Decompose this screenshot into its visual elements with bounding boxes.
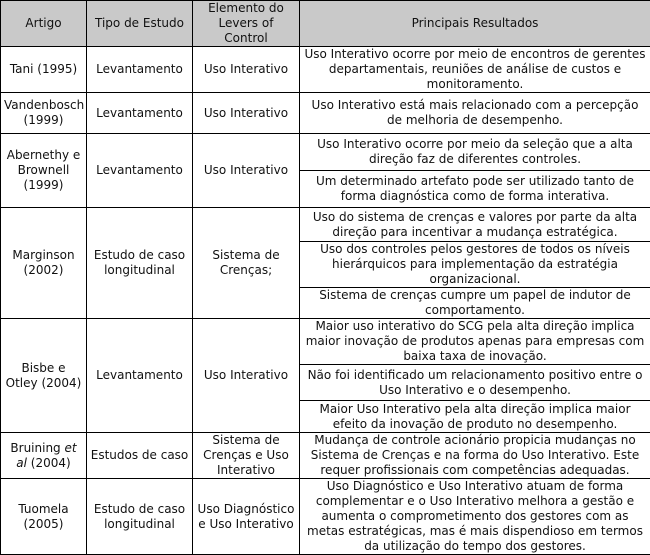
table-row	[1, 208, 650, 242]
table-row	[1, 479, 650, 555]
table-row	[1, 47, 650, 93]
resultado-cell: Uso do sistema de crenças e valores por parte da alta direção para incentivar a mudança estratégica.	[300, 208, 650, 242]
resultado-cell: Uso Diagnóstico e Uso Interativo atuam de forma complementar e o Uso Interativo melhora a gestão e aumenta o comprometimento dos gestores com as metas estratégicas, mas é mais dispendioso em termos da utilização do tempo dos gestores.	[300, 479, 650, 555]
tipo-cell: Estudo de caso longitudinal	[87, 479, 193, 555]
artigo-cell: Abernethy e Brownell (1999)	[1, 134, 87, 208]
elemento-cell: Uso Interativo	[193, 134, 300, 208]
elemento-cell: Uso Diagnóstico e Uso Interativo	[193, 479, 300, 555]
elemento-cell: Sistema de Crenças e Uso Interativo	[193, 433, 300, 479]
tipo-cell: Estudos de caso	[87, 433, 193, 479]
artigo-cell: Bisbe e Otley (2004)	[1, 319, 87, 433]
header-resultados: Principais Resultados	[300, 1, 650, 47]
artigo-cell: Tuomela (2005)	[1, 479, 87, 555]
tipo-cell: Levantamento	[87, 93, 193, 134]
tipo-cell: Estudo de caso longitudinal	[87, 208, 193, 319]
resultado-cell: Uso Interativo ocorre por meio da seleção que a alta direção faz de diferentes controles.	[300, 134, 650, 171]
tipo-cell: Levantamento	[87, 319, 193, 433]
tipo-cell: Levantamento	[87, 47, 193, 93]
resultado-cell: Mudança de controle acionário propicia mudanças no Sistema de Crenças e na forma do Uso Interativo. Este requer profissionais com competências adequadas.	[300, 433, 650, 479]
resultado-cell: Uso Interativo ocorre por meio de encontros de gerentes departamentais, reuniões de análise de custos e monitoramento.	[300, 47, 650, 93]
tipo-cell: Levantamento	[87, 134, 193, 208]
artigo-cell: Bruining et al (2004)	[1, 433, 87, 479]
resultado-cell: Um determinado artefato pode ser utilizado tanto de forma diagnóstica como de forma interativa.	[300, 171, 650, 208]
elemento-cell: Uso Interativo	[193, 47, 300, 93]
elemento-cell: Uso Interativo	[193, 319, 300, 433]
header-tipo: Tipo de Estudo	[87, 1, 193, 47]
resultado-cell: Sistema de crenças cumpre um papel de indutor de comportamento.	[300, 288, 650, 319]
artigo-cell: Vandenbosch (1999)	[1, 93, 87, 134]
header-row	[1, 1, 650, 47]
resultado-cell: Maior Uso Interativo pela alta direção implica maior efeito da inovação de produto no desempenho.	[300, 401, 650, 433]
elemento-cell: Sistema de Crenças;	[193, 208, 300, 319]
artigo-cell: Marginson (2002)	[1, 208, 87, 319]
table-row	[1, 134, 650, 171]
table-row	[1, 433, 650, 479]
elemento-cell: Uso Interativo	[193, 93, 300, 134]
resultado-cell: Maior uso interativo do SCG pela alta direção implica maior inovação de produtos apenas para empresas com baixa taxa de inovação.	[300, 319, 650, 365]
artigo-cell: Tani (1995)	[1, 47, 87, 93]
table-row	[1, 319, 650, 365]
resultado-cell: Uso dos controles pelos gestores de todos os níveis hierárquicos para implementação da estratégia organizacional.	[300, 242, 650, 288]
table-row	[1, 93, 650, 134]
header-artigo: Artigo	[1, 1, 87, 47]
resultado-cell: Uso Interativo está mais relacionado com a percepção de melhoria de desempenho.	[300, 93, 650, 134]
resultado-cell: Não foi identificado um relacionamento positivo entre o Uso Interativo e o desempenho.	[300, 365, 650, 401]
header-elemento: Elemento do Levers of Control	[193, 1, 300, 47]
